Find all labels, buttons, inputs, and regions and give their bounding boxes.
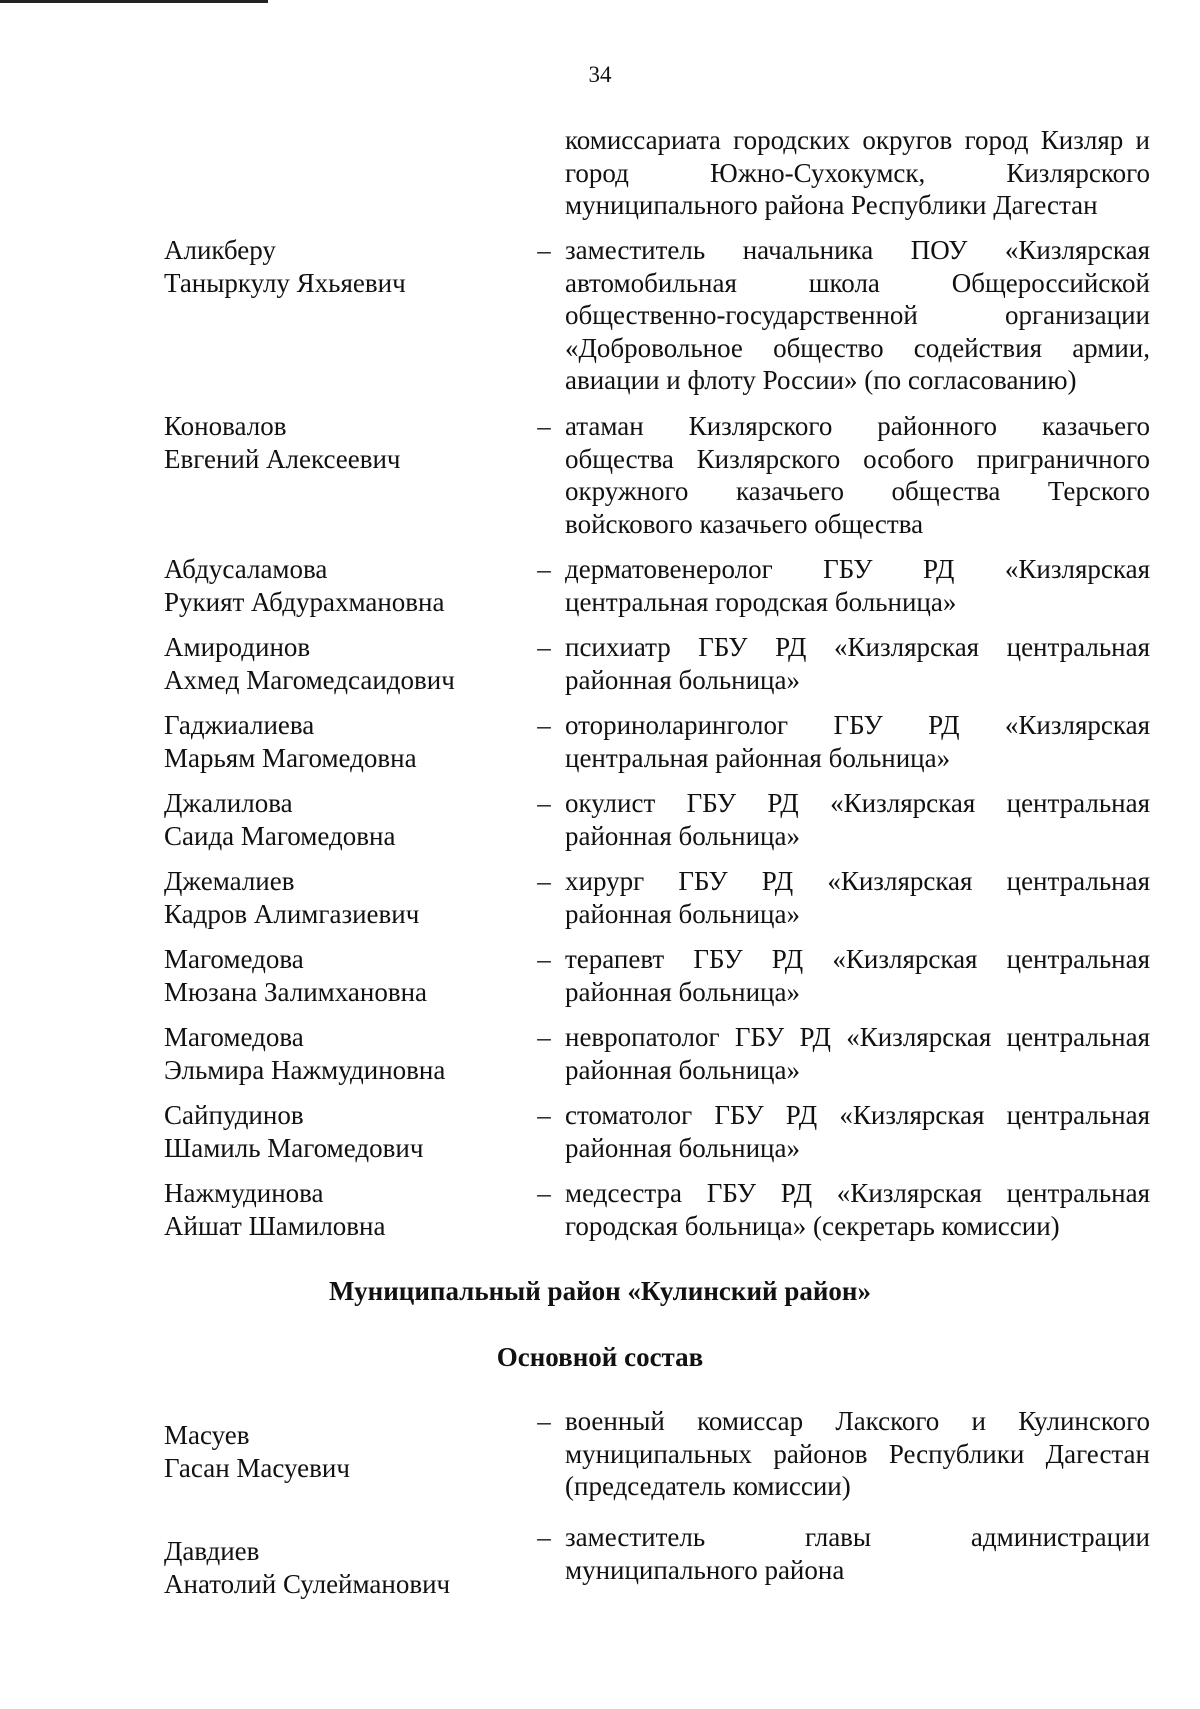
dash-separator: –	[537, 788, 551, 818]
member-surname: Коновалов	[164, 411, 287, 441]
member-name	[164, 234, 524, 299]
member-name	[164, 1419, 524, 1484]
member-name	[164, 1021, 524, 1086]
member-position: атаман Кизлярского районного казачьего общества Кизлярского особого приграничного окружного казачьего общества Терского войскового казачьего общества	[565, 411, 1150, 539]
member-name	[164, 1535, 524, 1600]
member-name	[164, 1099, 524, 1164]
top-edge-rule	[0, 0, 268, 3]
member-surname: Нажмудинова	[164, 1178, 324, 1208]
member-surname: Масуев	[164, 1420, 250, 1450]
member-position: хирург ГБУ РД «Кизлярская центральная районная больница»	[565, 866, 1150, 929]
member-name	[164, 943, 524, 1008]
dash-separator: –	[537, 1406, 551, 1436]
member-given-name: Гасан Масуевич	[164, 1452, 350, 1483]
member-surname: Давдиев	[164, 1536, 260, 1566]
subsection-heading: Основной состав	[496, 1342, 704, 1372]
dash-separator: –	[537, 632, 551, 662]
dash-separator: –	[537, 554, 551, 584]
member-given-name: Анатолий Сулейманович	[164, 1568, 451, 1599]
member-position: военный комиссар Лакского и Кулинского муниципальных районов Республики Дагестан (председатель комиссии)	[565, 1406, 1150, 1501]
member-given-name: Саида Магомедовна	[164, 820, 396, 851]
member-surname: Магомедова	[164, 944, 304, 974]
member-position: окулист ГБУ РД «Кизлярская центральная районная больница»	[565, 788, 1150, 851]
member-position: медсестра ГБУ РД «Кизлярская центральная городская больница» (секретарь комиссии)	[565, 1178, 1150, 1241]
continued-description: комиссариата городских округов город Кизляр и город Южно-Сухокумск, Кизлярского муниципального района Республики Дагестан	[565, 125, 1150, 220]
member-name	[164, 709, 524, 774]
member-given-name: Мюзана Залимхановна	[164, 976, 428, 1007]
member-given-name: Таныркулу Яхьяевич	[164, 267, 406, 298]
member-given-name: Марьям Магомедовна	[164, 742, 417, 773]
member-given-name: Ахмед Магомедсаидович	[164, 664, 455, 695]
dash-separator: –	[537, 1178, 551, 1208]
dash-separator: –	[537, 1022, 551, 1052]
dash-separator: –	[537, 866, 551, 896]
member-surname: Сайпудинов	[164, 1100, 304, 1130]
member-name	[164, 631, 524, 696]
member-name	[164, 787, 524, 852]
dash-separator: –	[537, 411, 551, 441]
page-number: 34	[588, 62, 612, 87]
member-surname: Абдусаламова	[164, 554, 328, 584]
member-surname: Аликберу	[164, 235, 276, 265]
member-name	[164, 865, 524, 930]
member-surname: Магомедова	[164, 1022, 304, 1052]
dash-separator: –	[537, 710, 551, 740]
member-given-name: Кадров Алимгазиевич	[164, 898, 420, 929]
dash-separator: –	[537, 1522, 551, 1552]
member-position: заместитель главы администрации муниципального района	[565, 1522, 1150, 1585]
member-given-name: Эльмира Нажмудиновна	[164, 1054, 446, 1085]
member-surname: Джемалиев	[164, 866, 295, 896]
member-surname: Джалилова	[164, 788, 293, 818]
member-surname: Амиродинов	[164, 632, 311, 662]
member-position: психиатр ГБУ РД «Кизлярская центральная районная больница»	[565, 632, 1150, 695]
dash-separator: –	[537, 1100, 551, 1130]
member-given-name: Рукият Абдурахмановна	[164, 586, 445, 617]
section-heading: Муниципальный район «Кулинский район»	[329, 1276, 871, 1306]
member-surname: Гаджиалиева	[164, 710, 315, 740]
member-position: заместитель начальника ПОУ «Кизлярская автомобильная школа Общероссийской общественно-государственной организации «Добровольное общество содействия армии, авиации и флоту России» (по согласованию)	[565, 235, 1150, 395]
member-given-name: Шамиль Магомедович	[164, 1132, 424, 1163]
member-given-name: Айшат Шамиловна	[164, 1210, 386, 1241]
member-position: оториноларинголог ГБУ РД «Кизлярская центральная районная больница»	[565, 710, 1150, 773]
member-name	[164, 553, 524, 618]
member-position: дерматовенеролог ГБУ РД «Кизлярская центральная городская больница»	[565, 554, 1150, 617]
member-given-name: Евгений Алексеевич	[164, 443, 401, 474]
member-position: стоматолог ГБУ РД «Кизлярская центральная районная больница»	[565, 1100, 1150, 1163]
member-name	[164, 410, 524, 475]
dash-separator: –	[537, 235, 551, 265]
dash-separator: –	[537, 944, 551, 974]
member-position: невропатолог ГБУ РД «Кизлярская центральная районная больница»	[565, 1022, 1150, 1085]
member-position: терапевт ГБУ РД «Кизлярская центральная районная больница»	[565, 944, 1150, 1007]
member-name	[164, 1177, 524, 1242]
